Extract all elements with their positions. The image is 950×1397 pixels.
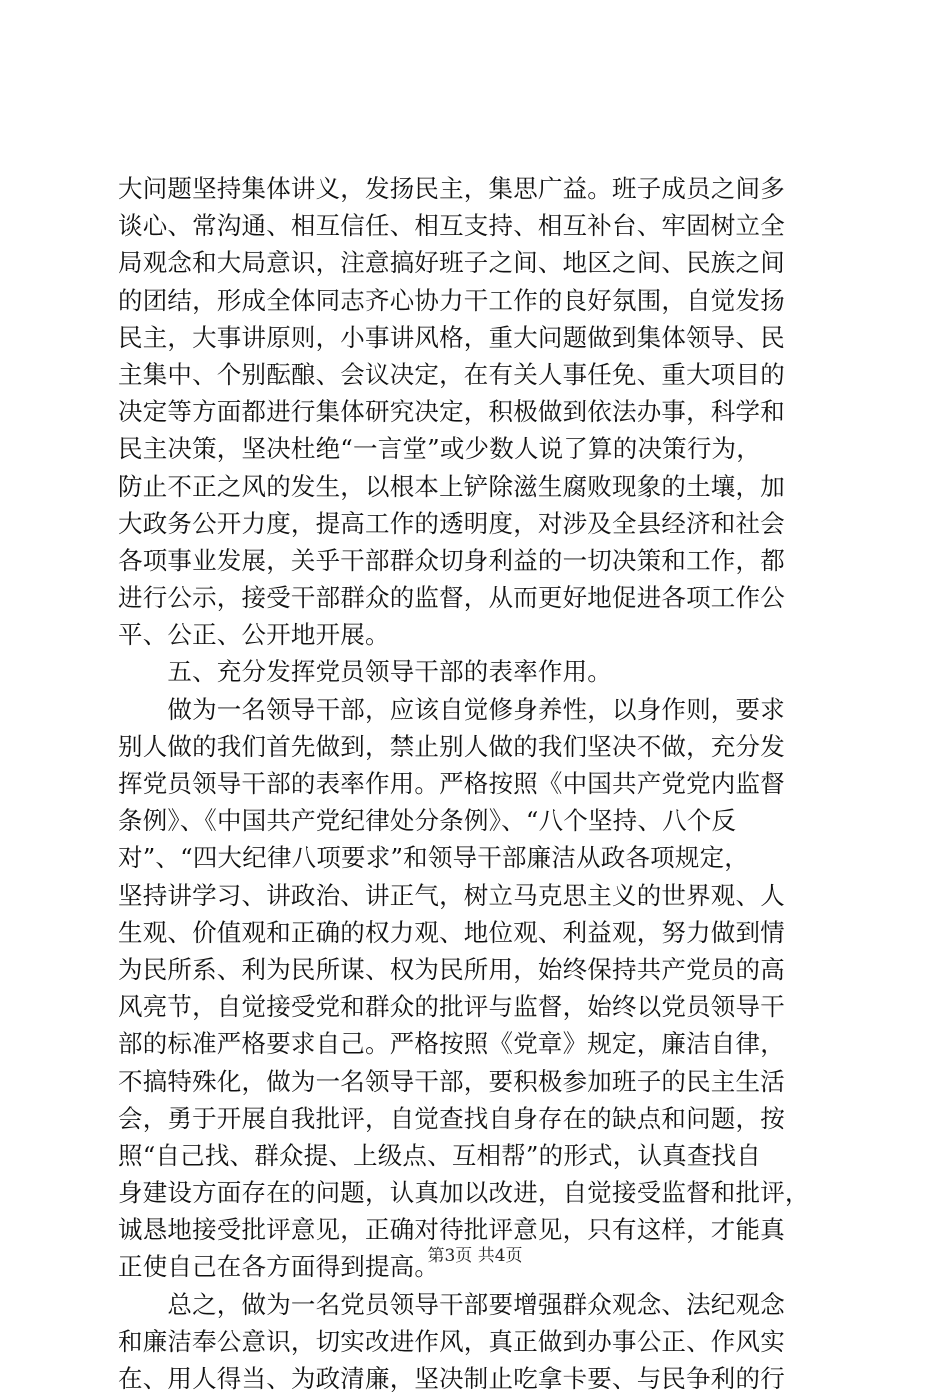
text-line: 风亮节，自觉接受党和群众的批评与监督，始终以党员领导干 <box>118 992 785 1022</box>
text-line: 对”、“四大纪律八项要求”和领导干部廉洁从政各项规定， <box>118 843 749 873</box>
text-line: 身建设方面存在的问题，认真加以改进，自觉接受监督和批评， <box>118 1178 810 1208</box>
page-footer: 第3页 共4页 <box>427 1246 523 1266</box>
text-line: 总之，做为一名党员领导干部要增强群众观念、法纪观念 <box>118 1289 785 1319</box>
body-text <box>118 170 838 1397</box>
text-line: 诚恳地接受批评意见，正确对待批评意见，只有这样，才能真 <box>118 1215 785 1245</box>
text-line: 在、用人得当、为政清廉，坚决制止吃拿卡要、与民争利的行 <box>118 1364 785 1393</box>
text-line: 正使自己在各方面得到提高。 <box>118 1252 440 1282</box>
text-line: 的团结，形成全体同志齐心协力干工作的良好氛围，自觉发扬 <box>118 285 785 315</box>
text-line: 为民所系、利为民所谋、权为民所用，始终保持共产党员的高 <box>118 954 785 984</box>
text-line: 进行公示，接受干部群众的监督，从而更好地促进各项工作公 <box>118 583 785 613</box>
text-line: 民主决策，坚决杜绝“一言堂”或少数人说了算的决策行为， <box>118 434 761 464</box>
text-line: 各项事业发展，关乎干部群众切身利益的一切决策和工作，都 <box>118 545 785 575</box>
text-line: 五、充分发挥党员领导干部的表率作用。 <box>118 657 612 687</box>
text-line: 大政务公开力度，提高工作的透明度，对涉及全县经济和社会 <box>118 508 785 538</box>
text-line: 谈心、常沟通、相互信任、相互支持、相互补台、牢固树立全 <box>118 211 785 241</box>
text-line: 挥党员领导干部的表率作用。严格按照《中国共产党党内监督 <box>118 769 785 798</box>
text-line: 平、公正、公开地开展。 <box>118 620 390 650</box>
text-line: 照“自己找、群众提、上级点、互相帮”的形式，认真查找自 <box>118 1140 761 1170</box>
text-line: 条例》、《中国共产党纪律处分条例》、“八个坚持、八个反 <box>118 806 737 836</box>
text-line: 别人做的我们首先做到，禁止别人做的我们坚决不做，充分发 <box>118 731 785 761</box>
text-line: 和廉洁奉公意识，切实改进作风，真正做到办事公正、作风实 <box>118 1326 785 1356</box>
text-line: 部的标准严格要求自己。严格按照《党章》规定，廉洁自律， <box>118 1029 785 1059</box>
text-line: 决定等方面都进行集体研究决定，积极做到依法办事，科学和 <box>118 397 785 427</box>
text-line: 不搞特殊化，做为一名领导干部，要积极参加班子的民主生活 <box>118 1066 785 1096</box>
text-line: 民主，大事讲原则，小事讲风格，重大问题做到集体领导、民 <box>118 322 785 352</box>
text-line: 会，勇于开展自我批评，自觉查找自身存在的缺点和问题，按 <box>118 1103 785 1133</box>
text-line: 坚持讲学习、讲政治、讲正气，树立马克思主义的世界观、人 <box>118 880 785 910</box>
text-line: 防止不正之风的发生，以根本上铲除滋生腐败现象的土壤，加 <box>118 471 785 501</box>
text-line: 主集中、个别酝酿、会议决定，在有关人事任免、重大项目的 <box>118 359 785 389</box>
text-line: 大问题坚持集体讲义，发扬民主，集思广益。班子成员之间多 <box>118 174 785 203</box>
text-line: 生观、价值观和正确的权力观、地位观、利益观，努力做到情 <box>118 917 785 947</box>
text-line: 做为一名领导干部，应该自觉修身养性，以身作则，要求 <box>118 694 785 724</box>
text-line: 局观念和大局意识，注意搞好班子之间、地区之间、民族之间 <box>118 248 785 278</box>
